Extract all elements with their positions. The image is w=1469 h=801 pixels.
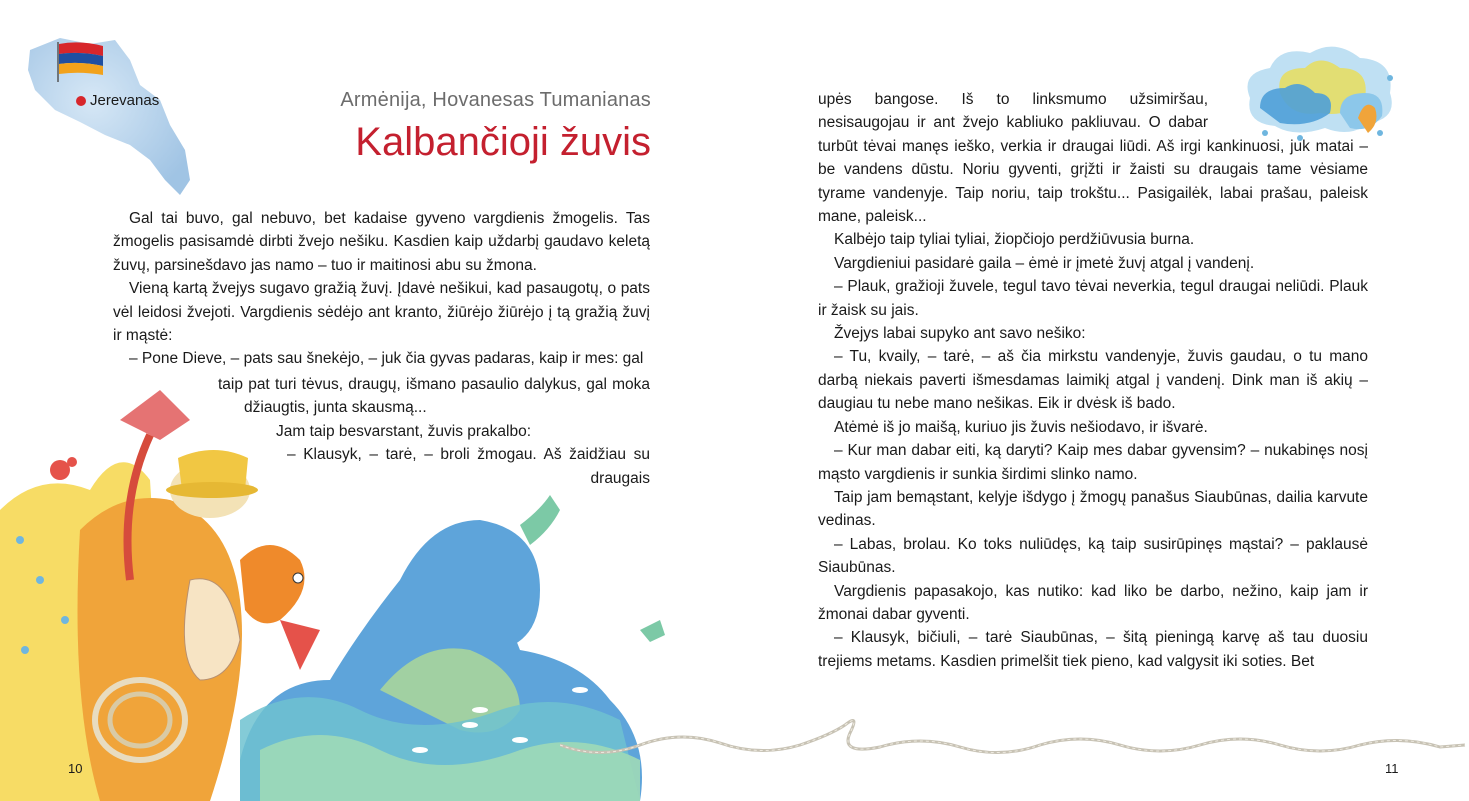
paragraph: Vargdieniui pasidarė gaila – ėmė ir įmetė žuvį atgal į vandenį. — [834, 254, 1255, 272]
text-line: taip pat turi tėvus, draugų, išmano pasaulio dalykus, gal moka — [218, 376, 650, 393]
text-line: – Klausyk, – tarė, – broli žmogau. Aš žaidžiau su — [287, 446, 650, 464]
paragraph: Žvejys labai supyko ant savo nešiko: — [834, 325, 1086, 343]
paragraph: Taip jam bemąstant, kelyje išdygo į žmogų panašus Siaubūnas, dailia karvute vedinas. — [818, 488, 1368, 530]
story-title: Kalbančioji žuvis — [355, 120, 651, 164]
paragraph: Atėmė iš jo maišą, kuriuo jis žuvis nešiodavo, ir išvarė. — [834, 418, 1208, 436]
red-dot-icon — [76, 96, 86, 106]
paragraph: – Kur man dabar eiti, ką daryti? Kaip mes dabar gyvensim? – nukabinęs nosį mąsto vargdienis ir sunkia širdimi slinko namo. — [818, 442, 1368, 483]
page-number: 11 — [1385, 761, 1399, 776]
armenia-flag-icon — [55, 42, 105, 82]
paragraph: – Pone Dieve, – pats sau šnekėjo, – juk čia gyvas padaras, kaip ir mes: gal — [129, 350, 644, 368]
right-page — [735, 0, 1469, 801]
paragraph: – Klausyk, bičiuli, – tarė Siaubūnas, – šitą pieningą karvę aš tau duosiu trejiems metams. Kasdien primelšit tiek pieno, kad valgysit iki soties. Bet — [818, 629, 1368, 670]
paragraph: turbūt tėvai manęs ieško, verkia ir draugai liūdi. Aš irgi kankinuosi, juk matai – be vandens dūstu. Noriu gyventi, grįžti ir žaisti su draugais tame vėsiame tyrame vandenyje. Taip noriu, taip trokštu... Pasigailėk, labai prašau, paleisk mane, paleisk... — [818, 137, 1368, 226]
paragraph: Gal tai buvo, gal nebuvo, bet kadaise gyveno vargdienis žmogelis. Tas žmogelis pasisamdė dirbti žvejo nešiku. Kasdien kaip uždarbį gaudavo keletą žuvų, parsinešdavo jas namo – tuo ir maitinosi abu su žmona. — [113, 210, 650, 274]
rope-line-illustration — [560, 705, 1469, 775]
text-line: nesisaugojau ir ant žvejo kabliuko pakliuvau. O dabar — [818, 114, 1208, 132]
capital-name: Jerevanas — [90, 92, 160, 109]
armenia-map-illustration — [20, 30, 200, 200]
left-body-text — [113, 207, 650, 371]
right-body-text — [818, 88, 1368, 673]
paragraph: – Labas, brolau. Ko toks nuliūdęs, ką taip susirūpinęs mąstai? – paklausė Siaubūnas. — [818, 535, 1368, 577]
paragraph: Vargdienis papasakojo, kas nutiko: kad liko be darbo, nežino, kaip jam ir žmonai dabar gyventi. — [818, 582, 1368, 623]
paragraph: Vieną kartą žvejys sugavo gražią žuvį. Įdavė nešikui, kad pasaugotų, o pats vėl leidosi žvejoti. Vargdienis sėdėjo ant kranto, žiūrėjo žiūrėjo į tą gražią žuvį ir mąstė: — [113, 280, 650, 345]
page-number: 10 — [68, 761, 83, 776]
paragraph: – Plauk, gražioji žuvele, tegul tavo tėvai neverkia, tegul draugai neliūdi. Plauk ir žaisk su jais. — [818, 278, 1368, 319]
text-line: draugais — [590, 469, 650, 487]
text-line: upės bangose. Iš to linksmumo užsimiršau, — [818, 91, 1208, 108]
left-page — [0, 0, 734, 801]
text-line: Jam taip besvarstant, žuvis prakalbo: — [276, 422, 532, 440]
text-line: džiaugtis, junta skausmą... — [244, 399, 427, 417]
capital-label — [76, 92, 159, 109]
paragraph: Kalbėjo taip tyliai tyliai, žiopčiojo perdžiūvusia burna. — [834, 231, 1195, 249]
paragraph: – Tu, kvaily, – tarė, – aš čia mirkstu vandenyje, žuvis gaudau, o tu mano darbą niekais paverti išmesdamas laimikį atgal į vandenį. Dink man iš akių – daugiau tu nebe mano nešikas. Eik ir dvėsk iš bado. — [818, 348, 1368, 413]
story-subtitle: Armėnija, Hovanesas Tumanianas — [340, 89, 651, 111]
